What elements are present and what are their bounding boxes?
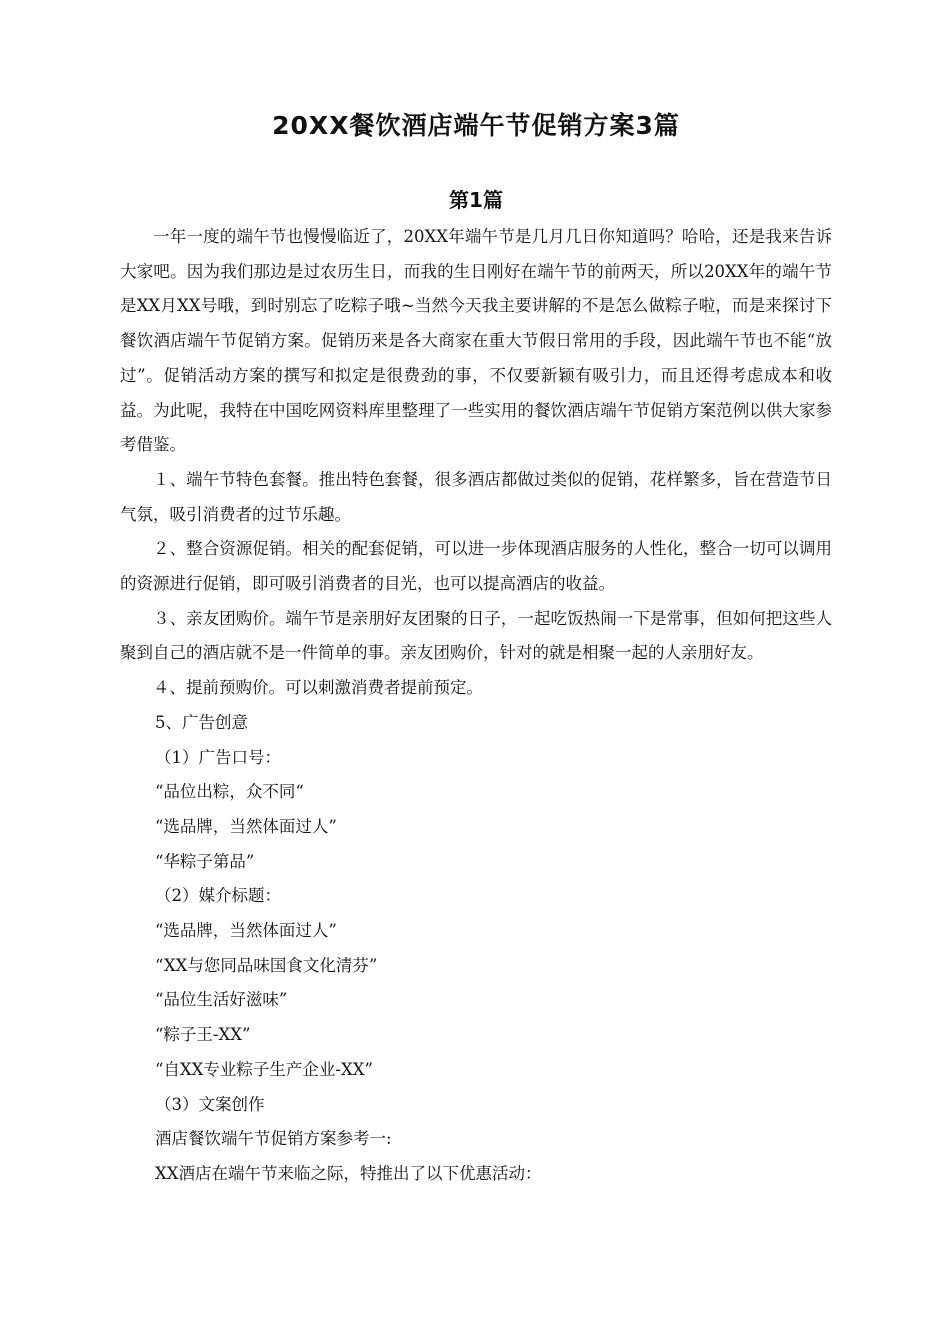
reference-intro: XX酒店在端午节来临之际，特推出了以下优惠活动： [155,1163,542,1183]
subheading-media-title: （2）媒介标题： [155,886,281,906]
media-title-line: “XX与您同品味国食文化清芬” [155,955,378,975]
reference-heading: 酒店餐饮端午节促销方案参考一: [155,1129,392,1149]
list-item-special-package: １、端午节特色套餐。推出特色套餐，很多酒店都做过类似的促销，花样繁多，旨在营造节日气氛，吸引消费者的过节乐趣。 [120,469,832,524]
document-title: 20XX餐饮酒店端午节促销方案3篇 [272,111,680,140]
document-body [120,220,832,1192]
list-item-group-price: ３、亲友团购价。端午节是亲朋好友团聚的日子，一起吃饭热闹一下是常事，但如何把这些人聚到自己的酒店就不是一件简单的事。亲友团购价，针对的就是相聚一起的人亲朋好友。 [120,608,832,663]
media-title-line: “粽子王-XX” [155,1025,251,1045]
list-item-presale-price: ４、提前预购价。可以刺激消费者提前预定。 [153,678,483,698]
media-title-line: “品位生活好滋味” [155,990,288,1010]
section-title: 第1篇 [449,188,503,212]
slogan-line: “品位出粽，众不同“ [155,782,304,802]
intro-paragraph: 一年一度的端午节也慢慢临近了，20XX年端午节是几月几日你知道吗？哈哈，还是我来告诉大家吧。因为我们那边是过农历生日，而我的生日刚好在端午节的前两天，所以20XX年的端午节是XX月XX号哦，到时别忘了吃粽子哦~当然今天我主要讲解的不是怎么做粽子啦，而是来探讨下餐饮酒店端午节促销方案。促销历来是各大商家在重大节假日常用的手段，因此端午节也不能“放过”。促销活动方案的撰写和拟定是很费劲的事，不仅要新颖有吸引力，而且还得考虑成本和收益。为此呢，我特在中国吃网资料库里整理了一些实用的餐饮酒店端午节促销方案范例以供大家参考借鉴。 [120,227,832,455]
slogan-line: “选品牌，当然体面过人” [155,816,337,836]
list-item-resource-promotion: ２、整合资源促销。相关的配套促销，可以进一步体现酒店服务的人性化，整合一切可以调用的资源进行促销，即可吸引消费者的目光，也可以提高酒店的收益。 [120,539,832,594]
subheading-ad-slogan: （1）广告口号： [155,747,281,767]
heading-ad-creative: 5、广告创意 [155,712,248,732]
media-title-line: “自XX专业粽子生产企业-XX” [155,1059,373,1079]
subheading-copywriting: （3）文案创作 [155,1094,265,1114]
slogan-line: “华粽子第品” [155,851,255,871]
media-title-line: “选品牌，当然体面过人” [155,921,337,941]
